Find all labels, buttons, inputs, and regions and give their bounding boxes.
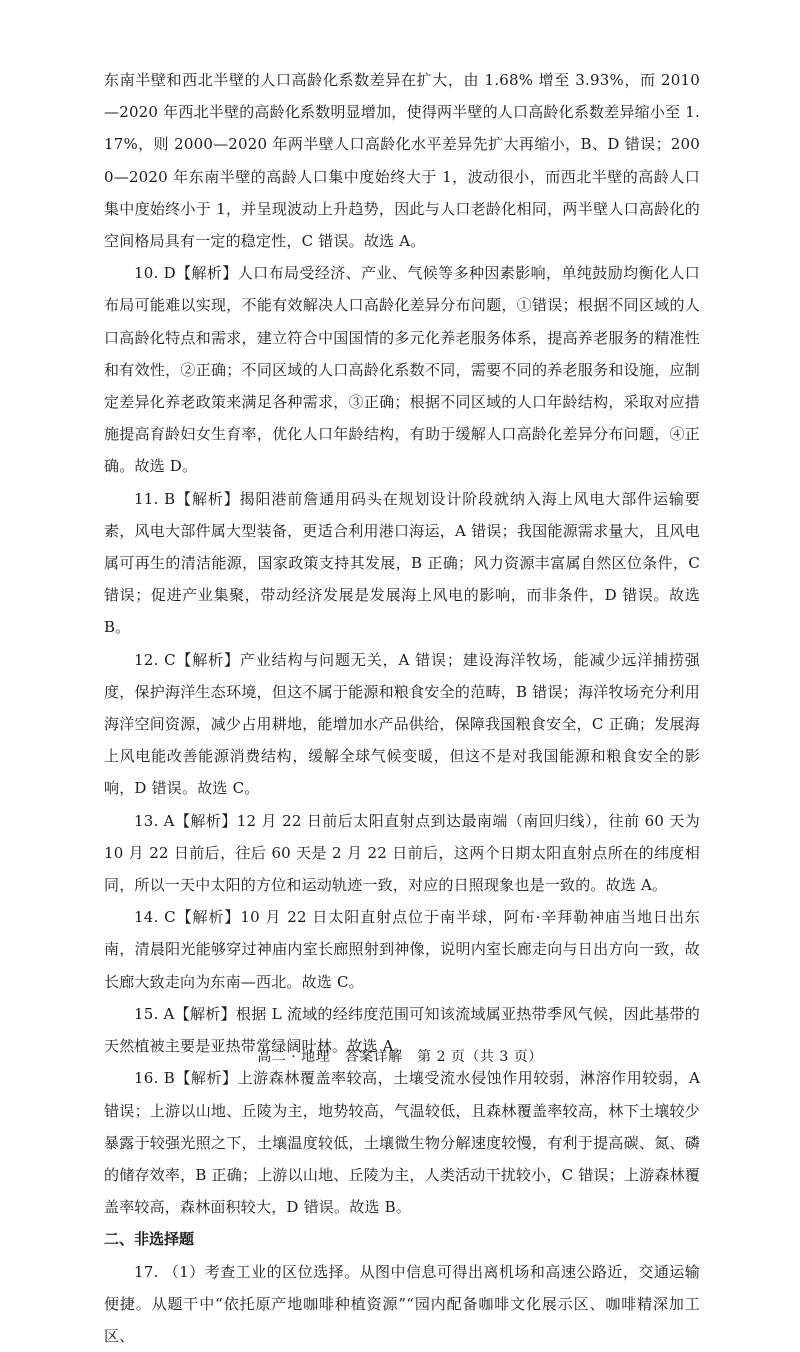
answer-page [104, 64, 700, 1352]
answer-q14: 14. C【解析】10 月 22 日太阳直射点位于南半球，阿布·辛拜勒神庙当地日出东南，清晨阳光能够穿过神庙内室长廊照射到神像，说明内室长廊走向与日出方向一致，故长廊大致走向为东南—西北。故选 C。 [104, 908, 700, 991]
paragraph-continuation: 东南半壁和西北半壁的人口高龄化系数差异在扩大，由 1.68% 增至 3.93%，而 2010—2020 年西北半壁的高龄化系数明显增加，使得两半壁的人口高龄化系数差异缩小至 1.17%，则 2000—2020 年两半壁人口高龄化水平差异先扩大再缩小，B、D 错误；2000—2020 年东南半壁的高龄人口集中度始终大于 1，波动很小，而西北半壁的高龄人口集中度始终小于 1，并呈现波动上升趋势，因此与人口老龄化相同，两半壁人口高龄化的空间格局具有一定的稳定性，C 错误。故选 A。 [104, 71, 700, 251]
page-footer: 高二 · 地理 答案详解 第 2 页（共 3 页） [257, 1049, 543, 1065]
answer-q17: 17. （1）考查工业的区位选择。从图中信息可得出离机场和高速公路近，交通运输便捷。从题干中“依托原产地咖啡种植资源”“园内配备咖啡文化展示区、咖啡精深加工区、 [104, 1262, 700, 1345]
answer-q16: 16. B【解析】上游森林覆盖率较高，土壤受流水侵蚀作用较弱，淋溶作用较弱，A 错误；上游以山地、丘陵为主，地势较高，气温较低，且森林覆盖率较高，林下土壤较少暴露于较强光照之下，土壤温度较低，土壤微生物分解速度较慢，有利于提高碳、氮、磷的储存效率，B 正确；上游以山地、丘陵为主，人类活动干扰较小，C 错误；上游森林覆盖率较高，森林面积较大，D 错误。故选 B。 [104, 1069, 700, 1217]
answer-q15: 15. A【解析】根据 L 流域的经纬度范围可知该流域属亚热带季风气候，因此基带的天然植被主要是亚热带常绿阔叶林。故选 A。 [104, 1004, 700, 1056]
answer-q13: 13. A【解析】12 月 22 日前后太阳直射点到达最南端（南回归线），往前 60 天为 10 月 22 日前后，往后 60 天是 2 月 22 日前后，这两个日期太阳直射点所在的纬度相同，所以一天中太阳的方位和运动轨迹一致，对应的日照现象也是一致的。故选 A。 [104, 811, 700, 895]
section-heading-non-choice: 二、非选择题 [104, 1230, 195, 1249]
answer-q11: 11. B【解析】揭阳港前詹通用码头在规划设计阶段就纳入海上风电大部件运输要素，风电大部件属大型装备，更适合利用港口海运，A 错误；我国能源需求量大，且风电属可再生的清洁能源，国家政策支持其发展，B 正确；风力资源丰富属自然区位条件，C 错误；促进产业集聚，带动经济发展是发展海上风电的影响，而非条件，D 错误。故选 B。 [104, 489, 700, 637]
answer-q10: 10. D【解析】人口布局受经济、产业、气候等多种因素影响，单纯鼓励均衡化人口布局可能难以实现，不能有效解决人口高龄化差异分布问题，①错误；根据不同区域的人口高龄化特点和需求，建立符合中国国情的多元化养老服务体系，提高养老服务的精准性和有效性，②正确；不同区域的人口高龄化系数不同，需要不同的养老服务和设施，应制定差异化养老政策来满足各种需求，③正确；根据不同区域的人口年龄结构，采取对应措施提高育龄妇女生育率，优化人口年龄结构，有助于缓解人口高龄化差异分布问题，④正确。故选 D。 [104, 264, 700, 476]
answer-q12: 12. C【解析】产业结构与问题无关，A 错误；建设海洋牧场，能减少远洋捕捞强度，保护海洋生态环境，但这不属于能源和粮食安全的范畴，B 错误；海洋牧场充分利用海洋空间资源，减少占用耕地，能增加水产品供给，保障我国粮食安全，C 正确；发展海上风电能改善能源消费结构，缓解全球气候变暖，但这不是对我国能源和粮食安全的影响，D 错误。故选 C。 [104, 650, 700, 798]
